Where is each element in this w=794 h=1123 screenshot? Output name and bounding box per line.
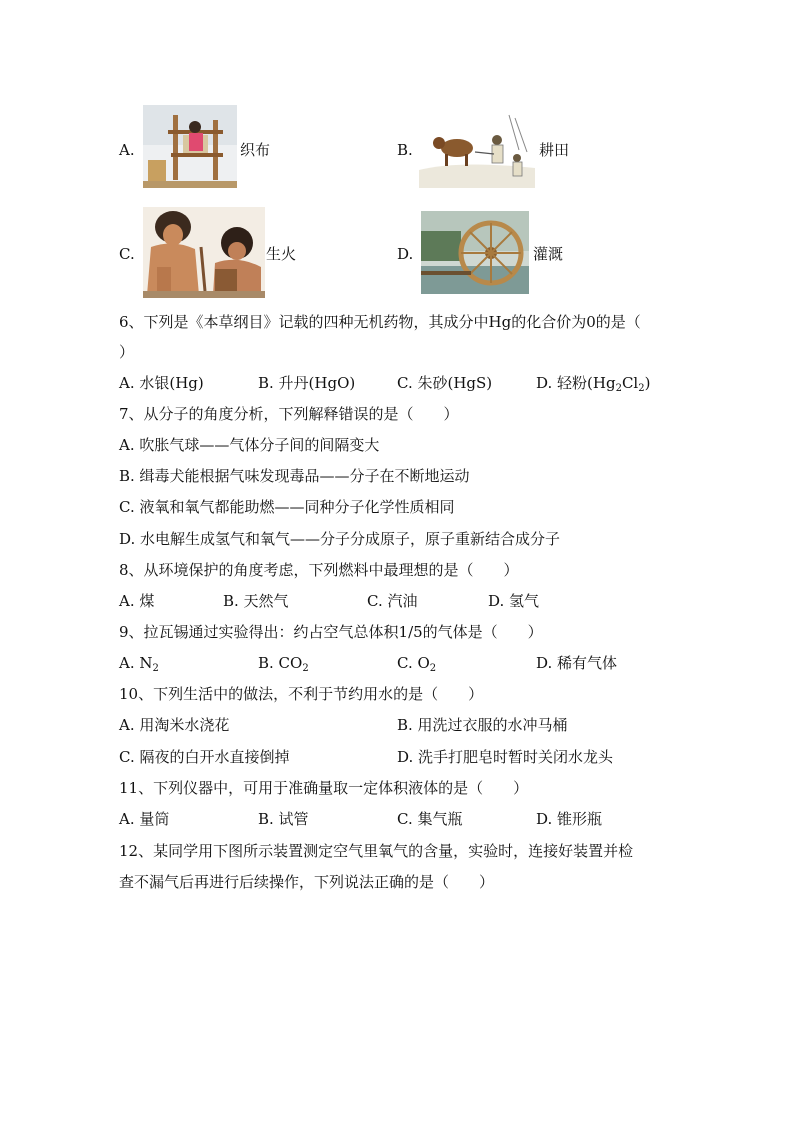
question-7-option-d: D. 水电解生成氢气和氧气——分子分成原子，原子重新结合成分子 [119,530,561,548]
question-9-option-b: B. $CO_2$ [258,654,309,674]
question-12-stem-line2: 查不漏气后再进行后续操作，下列说法正确的是（ ） [119,873,495,891]
question-7-option-b: B. 缉毒犬能根据气味发现毒品——分子在不断地运动 [119,467,470,485]
waterwheel-irrigation-icon [421,211,529,294]
question-6-stem: 6、下列是《本草纲目》记载的四种无机药物，其成分中Hg的化合价为0的是（ [119,313,641,331]
option-label: 生火 [266,245,297,263]
question-6-option-a: A. 水银(Hg) [119,374,204,392]
question-12-stem-line1: 12、某同学用下图所示装置测定空气里氧气的含量，实验时，连接好装置并检 [119,842,634,860]
question-11-option-b: B. 试管 [258,810,309,828]
question-6-option-c: C. 朱砂(HgS) [397,374,493,392]
option-label: 耕田 [539,141,570,159]
question-7-option-c: C. 液氧和氧气都能助燃——同种分子化学性质相同 [119,498,455,516]
question-11-option-d: D. 锥形瓶 [536,810,603,828]
primitive-fire-making-icon [143,207,265,298]
question-11-option-a: A. 量筒 [119,810,170,828]
question-8-option-d: D. 氢气 [488,592,540,610]
question-10-option-c: C. 隔夜的白开水直接倒掉 [119,748,290,766]
question-6-option-b: B. 升丹(HgO) [258,374,356,392]
question-9-option-d: D. 稀有气体 [536,654,618,672]
question-9-option-a: A. $N_2$ [119,654,159,674]
question-6-option-d: D. 轻粉$(Hg_2Cl_2)$ [536,374,651,394]
question-11-stem: 11、下列仪器中，可用于准确量取一定体积液体的是（ ） [119,779,529,797]
ox-plowing-icon [419,110,535,188]
question-8-option-c: C. 汽油 [367,592,418,610]
question-10-option-a: A. 用淘米水浇花 [119,716,230,734]
question-9-stem: 9、拉瓦锡通过实验得出：约占空气总体积1/5的气体是（ ） [119,623,543,641]
question-6-stem-cont: ） [119,343,135,361]
question-8-stem: 8、从环境保护的角度考虑，下列燃料中最理想的是（ ） [119,561,519,579]
question-10-option-b: B. 用洗过衣服的水冲马桶 [397,716,568,734]
option-letter: B. [397,141,413,159]
question-7-stem: 7、从分子的角度分析，下列解释错误的是（ ） [119,405,459,423]
question-7-option-a: A. 吹胀气球——气体分子间的间隔变大 [119,436,380,454]
option-label: 灌溉 [533,245,564,263]
question-10-stem: 10、下列生活中的做法，不利于节约用水的是（ ） [119,685,484,703]
option-letter: C. [119,245,135,263]
option-letter: D. [397,245,414,263]
option-letter: A. [119,141,135,159]
question-8-option-b: B. 天然气 [223,592,289,610]
option-label: 织布 [240,141,271,159]
weaving-loom-icon [143,105,237,188]
question-11-option-c: C. 集气瓶 [397,810,463,828]
question-10-option-d: D. 洗手打肥皂时暂时关闭水龙头 [397,748,614,766]
question-8-option-a: A. 煤 [119,592,155,610]
question-9-option-c: C. $O_2$ [397,654,437,674]
